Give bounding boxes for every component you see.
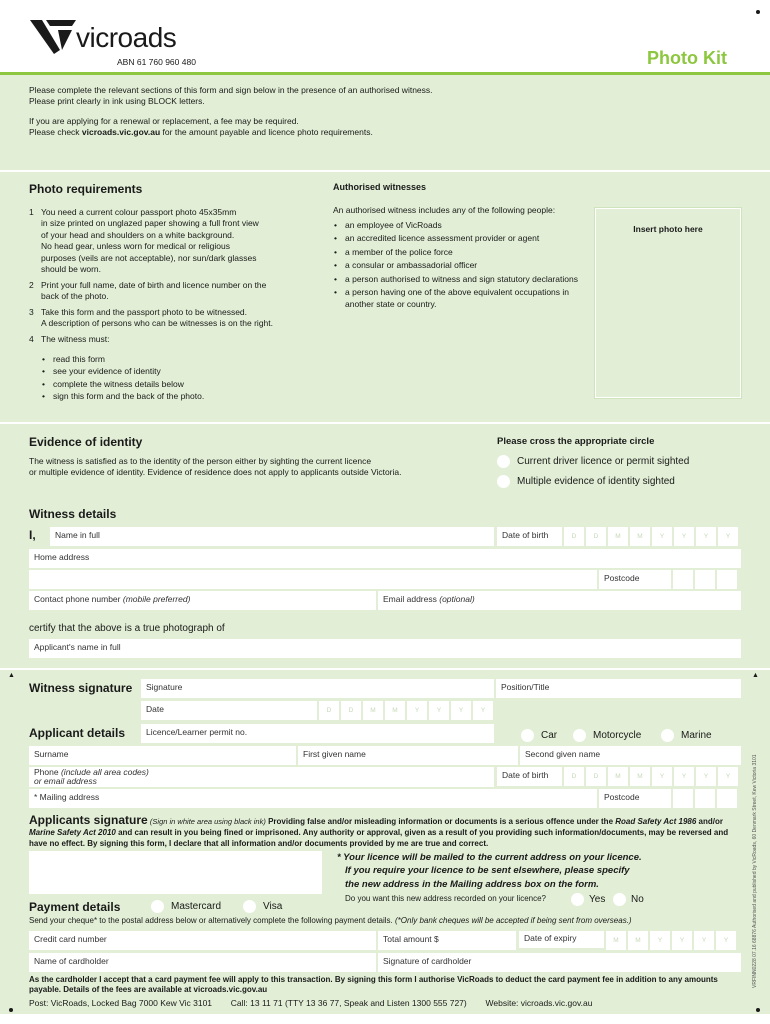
marine-label: Marine [681,730,712,741]
date-cell[interactable]: Y [451,701,471,720]
cardholder-acceptance: As the cardholder I accept that a card payment fee will apply to this transaction. By signing this form I authorise VicRoads to deduct the card payment fee in addition to any amounts payable. Details of the fees are available at vicroads.vic.gov.au [29,975,718,995]
date-cell[interactable]: D [564,767,584,786]
motorcycle-radio[interactable] [573,729,586,742]
intro-line-4: Please check vicroads.vic.gov.au for the amount payable and licence photo requirements. [29,127,373,138]
first-name-field[interactable]: First given name [298,746,518,765]
photo-req-list [29,207,319,349]
date-cell[interactable]: Y [696,767,716,786]
marine-radio[interactable] [661,729,674,742]
photo-box-label: Insert photo here [633,224,703,234]
mastercard-label: Mastercard [171,901,222,912]
cut-mark-left: ▲ [8,672,15,679]
auth-witness-item: • an accredited licence assessment provider or agent [333,233,583,244]
photo-req-heading: Photo requirements [29,182,143,196]
car-label: Car [541,730,558,741]
date-cell[interactable]: Y [650,931,670,950]
total-amount-field[interactable]: Total amount $ [378,931,516,950]
date-cell[interactable]: M [606,931,626,950]
intro-line-3: If you are applying for a renewal or replacement, a fee may be required. [29,115,299,126]
side-print-code: VRFINN0228 07.16 68876 Authorised and published by VicRoads, 60 Denmark Street, Kew Victoria 3101 [752,754,758,988]
evidence-text: The witness is satisfied as to the identity of the person either by sighting the current licence or multiple evidence of identity. Evidence of residence does not apply to applicants outside Victoria. [29,456,402,478]
witness-must-list [41,354,301,404]
visa-radio[interactable] [243,900,256,913]
footer-website[interactable]: Website: vicroads.vic.gov.au [485,998,593,1008]
cut-mark-right: ▲ [752,672,759,679]
phone-email-field[interactable]: Phone (include all area codes) or email address [29,767,494,787]
record-yes-label: Yes [589,894,606,905]
card-number-field[interactable]: Credit card number [29,931,376,950]
date-cell[interactable]: Y [718,767,738,786]
applicant-dob-cells[interactable] [564,767,738,786]
car-radio[interactable] [521,729,534,742]
postcode-cells[interactable] [673,570,737,589]
certify-text: certify that the above is a true photograph of [29,623,225,634]
top-dot [756,10,760,14]
mail-notice: * Your licence will be mailed to the current address on your licence. If you require your licence to be sent elsewhere, please specify the new address in the Mailing address box on the form. [337,852,642,890]
applicant-signature-block: Applicants signature (Sign in white area using black ink) Providing false and/or misleading information or documents is a serious offence under the Road Safety Act 1986 and/or Marine Safety Act 2010 and can result in you being fined or imprisoned. Any authority or approval, given as a result of you providing such information/documents, may be reversed and have no effect. By signing this form, I declare that all information and/or documents provided by me are true and correct. [29,813,729,848]
applicant-dob-label: Date of birth [497,767,562,786]
bottom-dot-left [9,1008,13,1012]
witness-signature-heading: Witness signature [29,681,133,695]
email-field[interactable]: Email address (optional) [378,591,741,610]
vicroads-link[interactable]: vicroads.vic.gov.au [81,127,161,138]
payment-heading: Payment details [29,900,121,914]
date-cell[interactable]: M [608,767,628,786]
photo-box[interactable] [595,208,741,398]
bottom-dot-right [756,1008,760,1012]
witness-details-heading: Witness details [29,507,117,521]
applicant-signature-note: (Sign in white area using black ink) [149,817,266,826]
photo-req-item: 1 You need a current colour passport photo 45x35mm in size printed on unglazed paper showing a full front view of your head and shoulders on a white background. No head gear, unless worn for medical or religious purposes (veils are not acceptable), nor sun/dark glasses should be worn. [29,207,259,275]
witness-date-cells[interactable] [319,701,493,720]
date-cell[interactable]: Y [652,527,672,546]
witness-must-item: • complete the witness details below [41,379,301,390]
photo-req-item: 2 Print your full name, date of birth and licence number on the back of the photo. [29,279,267,302]
second-name-field[interactable]: Second given name [520,746,741,765]
date-cell[interactable]: D [586,767,606,786]
date-cell[interactable]: Y [429,701,449,720]
abn: ABN 61 760 960 480 [117,57,196,67]
auth-witness-intro: An authorised witness includes any of the following people: [333,205,556,215]
motorcycle-label: Motorcycle [593,730,642,741]
postcode-label: Postcode [599,570,671,589]
date-cell[interactable]: D [586,527,606,546]
auth-witness-list [333,220,583,312]
intro-line-2: Please print clearly in ink using BLOCK letters. [29,96,205,107]
date-cell[interactable]: Y [718,527,738,546]
footer-contact [29,998,592,1008]
visa-label: Visa [263,901,283,912]
vicroads-logo-mark [28,16,78,56]
address-line-2[interactable] [29,570,597,589]
applicant-signature-heading: Applicants signature [29,813,148,827]
send-text: Send your cheque* to the postal address below or alternatively complete the following payment details. (*Only bank cheques will be accepted if being sent from overseas.) [29,916,632,925]
applicant-name-field[interactable]: Applicant's name in full [29,639,741,658]
cross-heading: Please cross the appropriate circle [497,436,655,447]
auth-witness-item: • an employee of VicRoads [333,220,583,231]
date-cell[interactable]: Y [674,767,694,786]
surname-field[interactable]: Surname [29,746,296,765]
witness-must-item: • read this form [41,354,301,365]
cardholder-name-field[interactable]: Name of cardholder [29,953,376,972]
multiple-evidence-radio[interactable] [497,475,510,488]
date-cell[interactable]: D [564,527,584,546]
record-no-label: No [631,894,644,905]
date-cell[interactable]: Y [694,931,714,950]
date-cell[interactable]: M [630,527,650,546]
cardholder-signature-field[interactable]: Signature of cardholder [378,953,741,972]
intro-line-1: Please complete the relevant sections of this form and sign below in the presence of an authorised witness. [29,85,433,95]
intro-text [29,85,749,139]
date-cell[interactable]: Y [473,701,493,720]
applicant-signature-field[interactable] [29,851,322,894]
date-cell[interactable]: D [319,701,339,720]
evidence-heading: Evidence of identity [29,435,143,449]
photo-req-item: 3 Take this form and the passport photo to be witnessed. A description of persons who can be witnesses is on the right. [29,306,273,329]
footer-post: Post: VicRoads, Locked Bag 7000 Kew Vic 3101 [29,998,213,1008]
auth-witness-heading: Authorised witnesses [333,182,427,192]
record-question: Do you want this new address recorded on your licence? [345,894,546,903]
date-cell[interactable]: M [628,931,648,950]
expiry-cells[interactable] [606,931,736,950]
home-address-field[interactable]: Home address [29,549,741,568]
applicant-postcode-cells[interactable] [673,789,737,808]
licence-sighted-label: Current driver licence or permit sighted [517,456,690,467]
auth-witness-item: • a consular or ambassadorial officer [333,260,583,271]
date-cell[interactable]: M [385,701,405,720]
vicroads-logo [28,16,228,58]
licence-sighted-radio[interactable] [497,455,510,468]
date-cell[interactable]: Y [674,527,694,546]
date-cell[interactable]: Y [672,931,692,950]
witness-must-item: • see your evidence of identity [41,366,301,377]
applicant-postcode-label: Postcode [599,789,671,808]
witness-signature-field[interactable]: Signature [141,679,494,698]
applicant-details-heading: Applicant details [29,726,126,740]
record-yes-radio[interactable] [571,893,584,906]
date-cell[interactable]: M [608,527,628,546]
mastercard-radio[interactable] [151,900,164,913]
witness-dob-cells[interactable] [564,527,738,546]
date-cell[interactable]: Y [696,527,716,546]
photo-req-item: 4 The witness must: [29,333,110,344]
witness-date-label: Date [141,701,317,720]
auth-witness-item: • a member of the police force [333,247,583,258]
date-cell[interactable]: M [630,767,650,786]
date-cell[interactable]: D [341,701,361,720]
position-title-field[interactable]: Position/Title [496,679,741,698]
date-cell[interactable]: Y [716,931,736,950]
i-label: I, [29,528,36,542]
divider [0,668,770,670]
mailing-address-field[interactable]: * Mailing address [29,789,597,808]
date-cell[interactable]: Y [407,701,427,720]
record-no-radio[interactable] [613,893,626,906]
brand-wordmark: vicroads [76,22,177,53]
multiple-evidence-label: Multiple evidence of identity sighted [517,476,675,487]
licence-number-field[interactable]: Licence/Learner permit no. [141,724,494,743]
date-cell[interactable]: Y [652,767,672,786]
form-title: Photo Kit [647,48,727,68]
contact-phone-field[interactable]: Contact phone number (mobile preferred) [29,591,376,610]
expiry-label: Date of expiry [519,931,604,948]
witness-name-field[interactable]: Name in full [50,527,494,546]
witness-must-item: • sign this form and the back of the photo. [41,391,301,402]
auth-witness-item: • a person having one of the above equivalent occupations in another state or country. [333,287,583,310]
witness-dob-field[interactable]: Date of birth [497,527,562,546]
date-cell[interactable]: M [363,701,383,720]
auth-witness-item: • a person authorised to witness and sign statutory declarations [333,274,583,285]
footer-call: Call: 13 11 71 (TTY 13 36 77, Speak and Listen 1300 555 727) [230,998,467,1008]
